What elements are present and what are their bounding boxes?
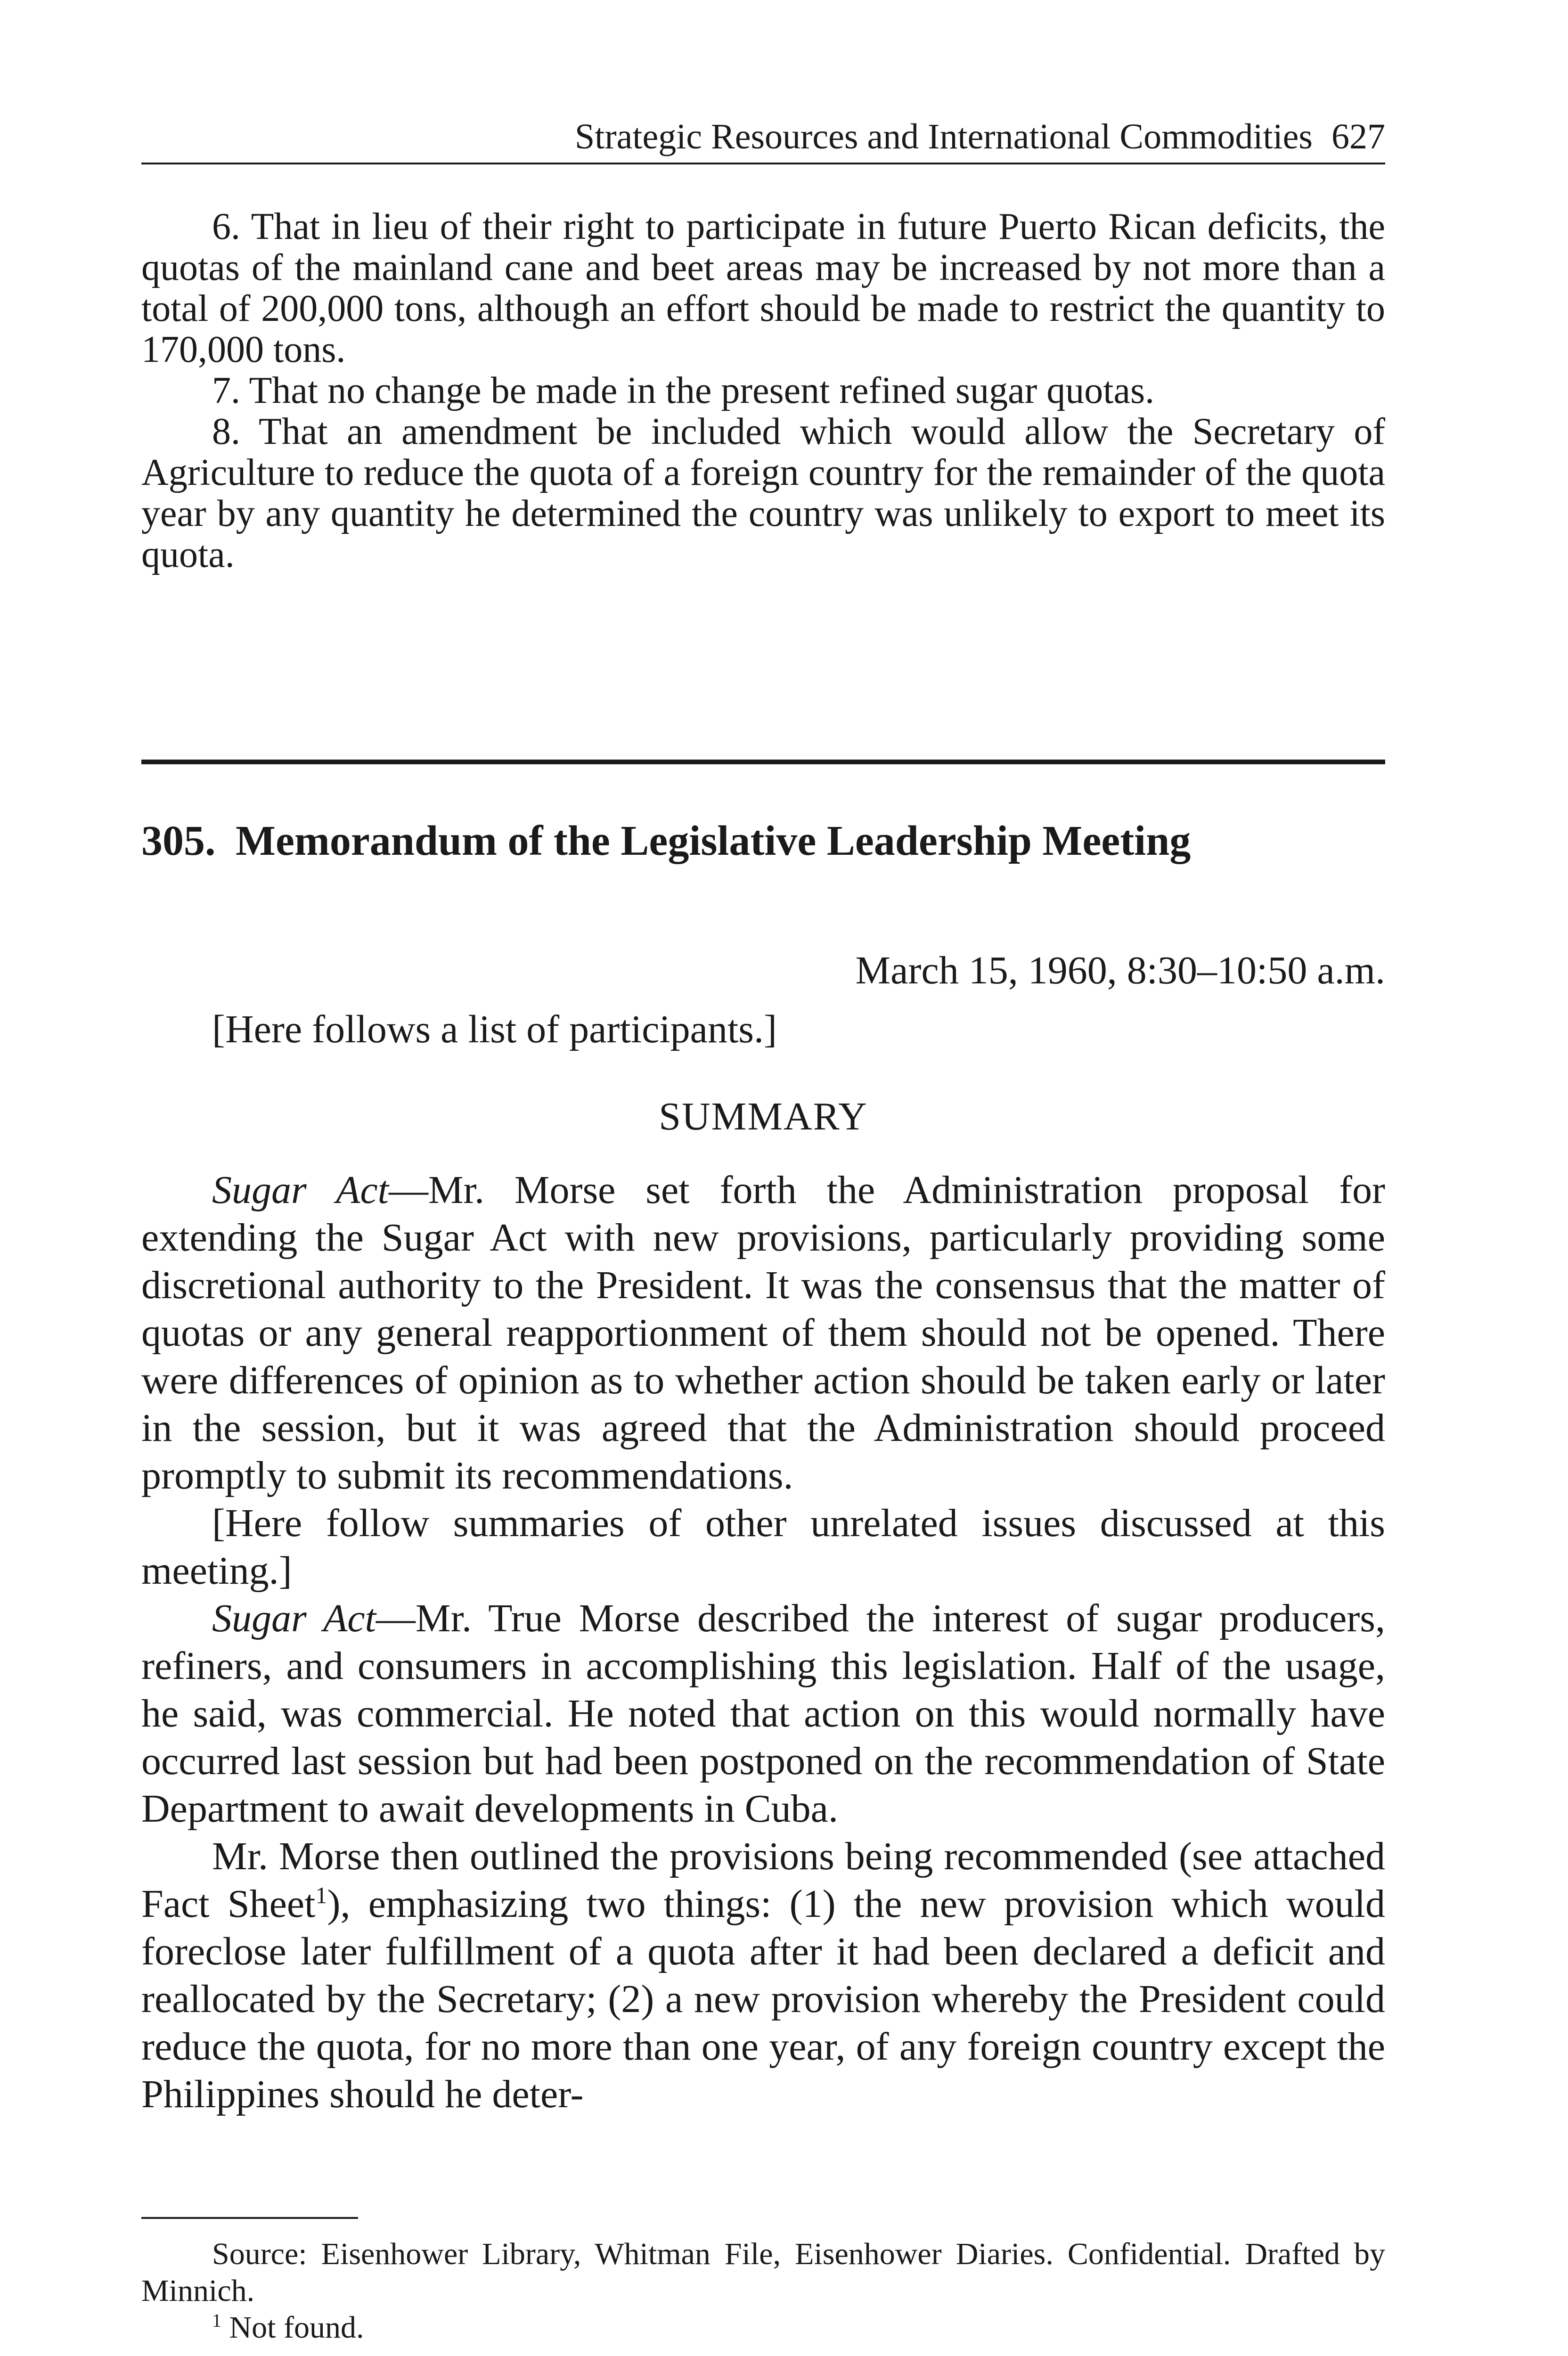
- paragraph-label: Sugar Act: [212, 1596, 376, 1640]
- footnotes: [141, 2236, 1385, 2346]
- section-divider: [141, 760, 1385, 764]
- list-item: 6. That in lieu of their right to participate in future Puerto Rican deficits, the quotas of the mainland cane and beet areas may be increased by not more than a total of 200,000 tons, although an effort should be made to restrict the quantity to 170,000 tons.: [141, 206, 1385, 370]
- paragraph: [Here follow summaries of other unrelated issues discussed at this meeting.]: [141, 1501, 1385, 1593]
- paragraph-text: —Mr. True Morse described the interest of sugar producers, refiners, and consumers in accomplishing this legislation. Half of the usage, he said, was commercial. He noted that action on this would normally have occurred last session but had been postponed on the recommendation of State Department to await developments in Cuba.: [141, 1596, 1385, 1831]
- source-note: Source: Eisenhower Library, Whitman File, Eisenhower Diaries. Confidential. Drafted by Minnich.: [141, 2237, 1385, 2308]
- document-title: Memorandum of the Legislative Leadership Meeting: [236, 818, 1191, 864]
- running-head: [141, 113, 1385, 160]
- document-heading: [141, 815, 1385, 867]
- footnote-reference: 1: [315, 1882, 327, 1908]
- list-item: 7. That no change be made in the present refined sugar quotas.: [212, 370, 1155, 411]
- paragraph: [141, 1595, 1385, 1832]
- running-head-title: Strategic Resources and International Commodities: [574, 117, 1313, 156]
- participants-note: [Here follows a list of participants.]: [212, 1007, 777, 1051]
- paragraph: [141, 1832, 1385, 2118]
- footnote-marker: 1: [212, 2310, 221, 2331]
- paragraph-label: Sugar Act: [212, 1168, 389, 1212]
- footnote: [141, 2309, 1385, 2346]
- memorandum-body: [141, 1166, 1385, 2118]
- paragraph-text: Mr. Morse then outlined the provisions being recommended (see attached Fact Sheet: [141, 1834, 1385, 1926]
- summary-label: SUMMARY: [659, 1095, 868, 1138]
- recommendation-list: [141, 206, 1385, 575]
- footnote-text: Not found.: [221, 2310, 364, 2345]
- document-number: 305.: [141, 818, 216, 864]
- list-item: 8. That an amendment be included which would allow the Secretary of Agriculture to reduce the quota of a foreign country for the remainder of the quota year by any quantity he determined the country was unlikely to export to meet its quota.: [141, 411, 1385, 575]
- footnote-rule: [141, 2217, 358, 2219]
- paragraph-text: —Mr. Morse set forth the Administration proposal for extending the Sugar Act with new provisions, particularly providing some discretional authority to the President. It was the consensus that the matter of quotas or any general reapportionment of them should not be opened. There were differences of opinion as to whether action should be taken early or later in the session, but it was agreed that the Administration should proceed promptly to submit its recommendations.: [141, 1168, 1385, 1497]
- document-page: [141, 0, 1385, 2356]
- page-number: 627: [1331, 117, 1385, 156]
- paragraph: [141, 1166, 1385, 1499]
- paragraph-text: ), emphasizing two things: (1) the new provision which would foreclose later fulfillment of a quota after it had been declared a deficit and reallocated by the Secretary; (2) a new provision whereby the President could reduce the quota, for no more than one year, of any foreign country except the Philippines should he deter-: [141, 1882, 1385, 2116]
- dateline: March 15, 1960, 8:30–10:50 a.m.: [855, 949, 1385, 992]
- header-rule: [141, 163, 1385, 164]
